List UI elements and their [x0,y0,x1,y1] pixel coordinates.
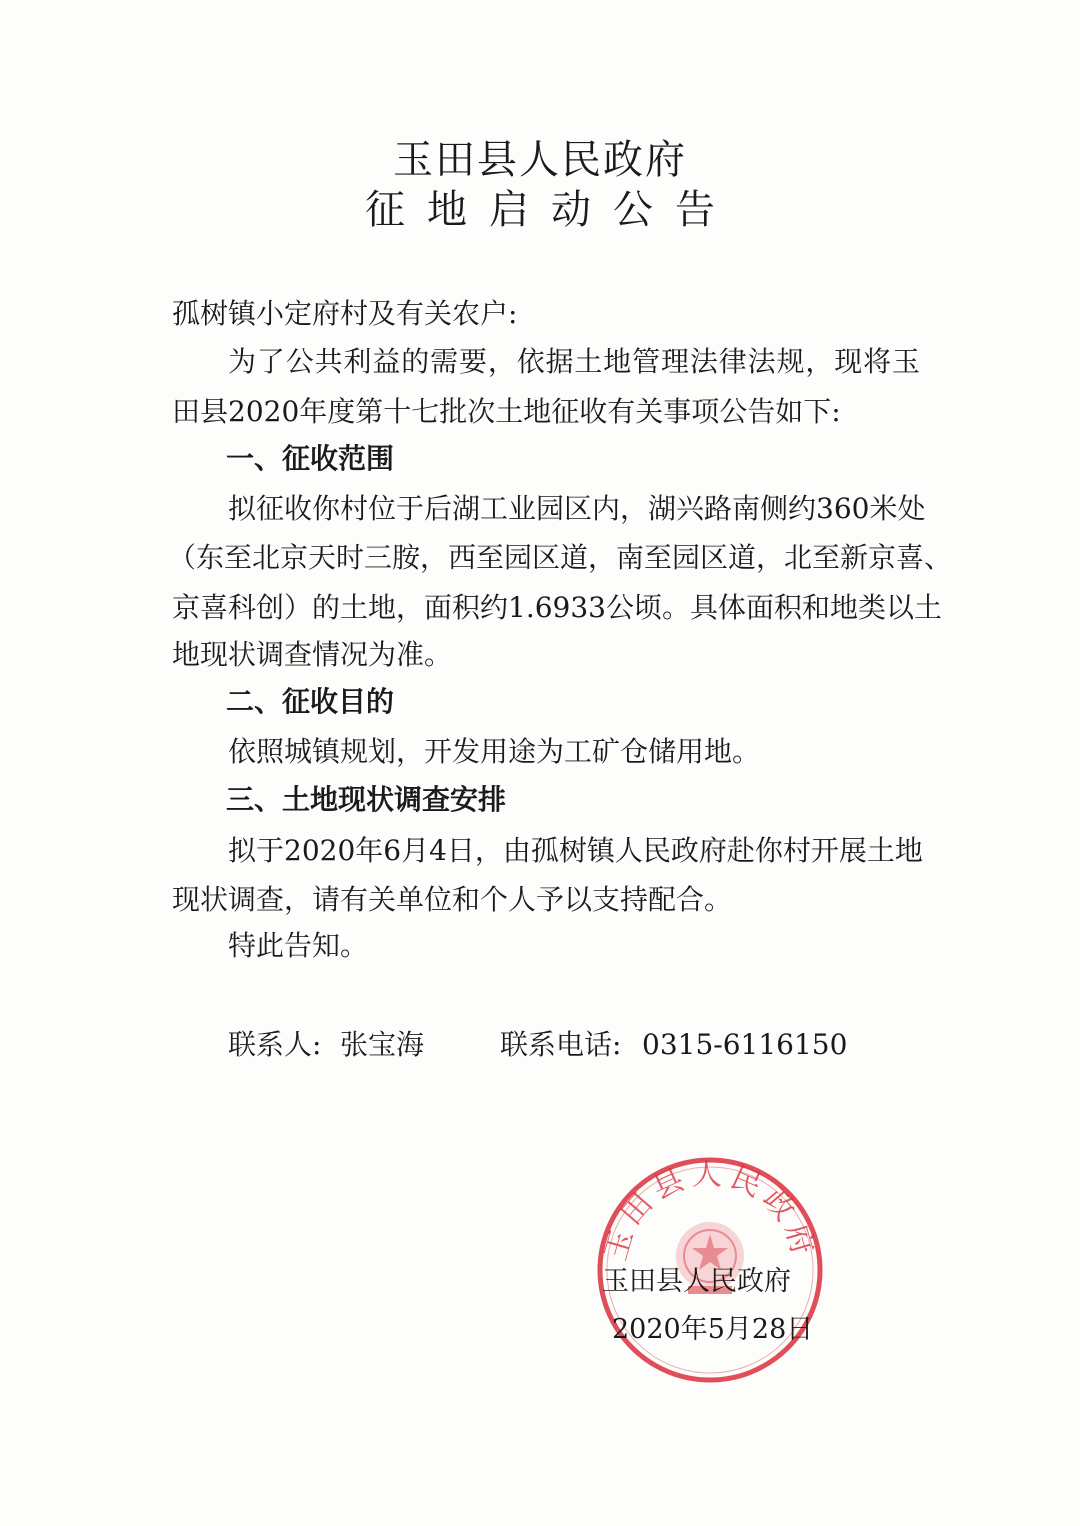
contact-person-label: 联系人: [228,1028,322,1061]
signature-date: 2020年5月28日 [612,1314,814,1345]
signature-issuer: 玉田县人民政府 [602,1266,791,1297]
section-3-line-2: 现状调查，请有关单位和个人予以支持配合。 [172,883,733,916]
seal-lettering: 玉田县人民政府 [598,1157,822,1265]
section-3-line-1: 拟于2020年6月4日，由孤树镇人民政府赴你村开展土地 [228,834,923,867]
recipient-line: 孤树镇小定府村及有关农户: [172,297,518,330]
section-1-line-2: （东至北京天时三胺，西至园区道，南至园区道，北至新京喜、 [168,541,953,574]
section-1-line-1: 拟征收你村位于后湖工业园区内，湖兴路南侧约360米处 [228,492,926,525]
contact-phone-number: 0315-6116150 [642,1028,848,1061]
closing-line: 特此告知。 [228,929,369,962]
intro-paragraph-line-1: 为了公共利益的需要，依据土地管理法律法规，现将玉 [228,345,920,378]
section-1-line-3: 京喜科创）的土地，面积约1.6933公顷。具体面积和地类以土 [172,591,942,624]
section-1-line-4: 地现状调查情况为准。 [172,638,453,671]
section-2-heading: 二、征收目的 [226,685,395,718]
section-1-heading: 一、征收范围 [226,442,395,475]
contact-person-name: 张宝海 [340,1028,425,1061]
section-3-heading: 三、土地现状调查安排 [226,783,507,816]
intro-paragraph-line-2: 田县2020年度第十七批次土地征收有关事项公告如下: [172,395,841,428]
section-2-line-1: 依照城镇规划，开发用途为工矿仓储用地。 [228,735,761,768]
document-title: 征地启动公告 [365,187,737,233]
document-title-issuer: 玉田县人民政府 [393,137,687,183]
contact-phone-label: 联系电话: [500,1028,622,1061]
